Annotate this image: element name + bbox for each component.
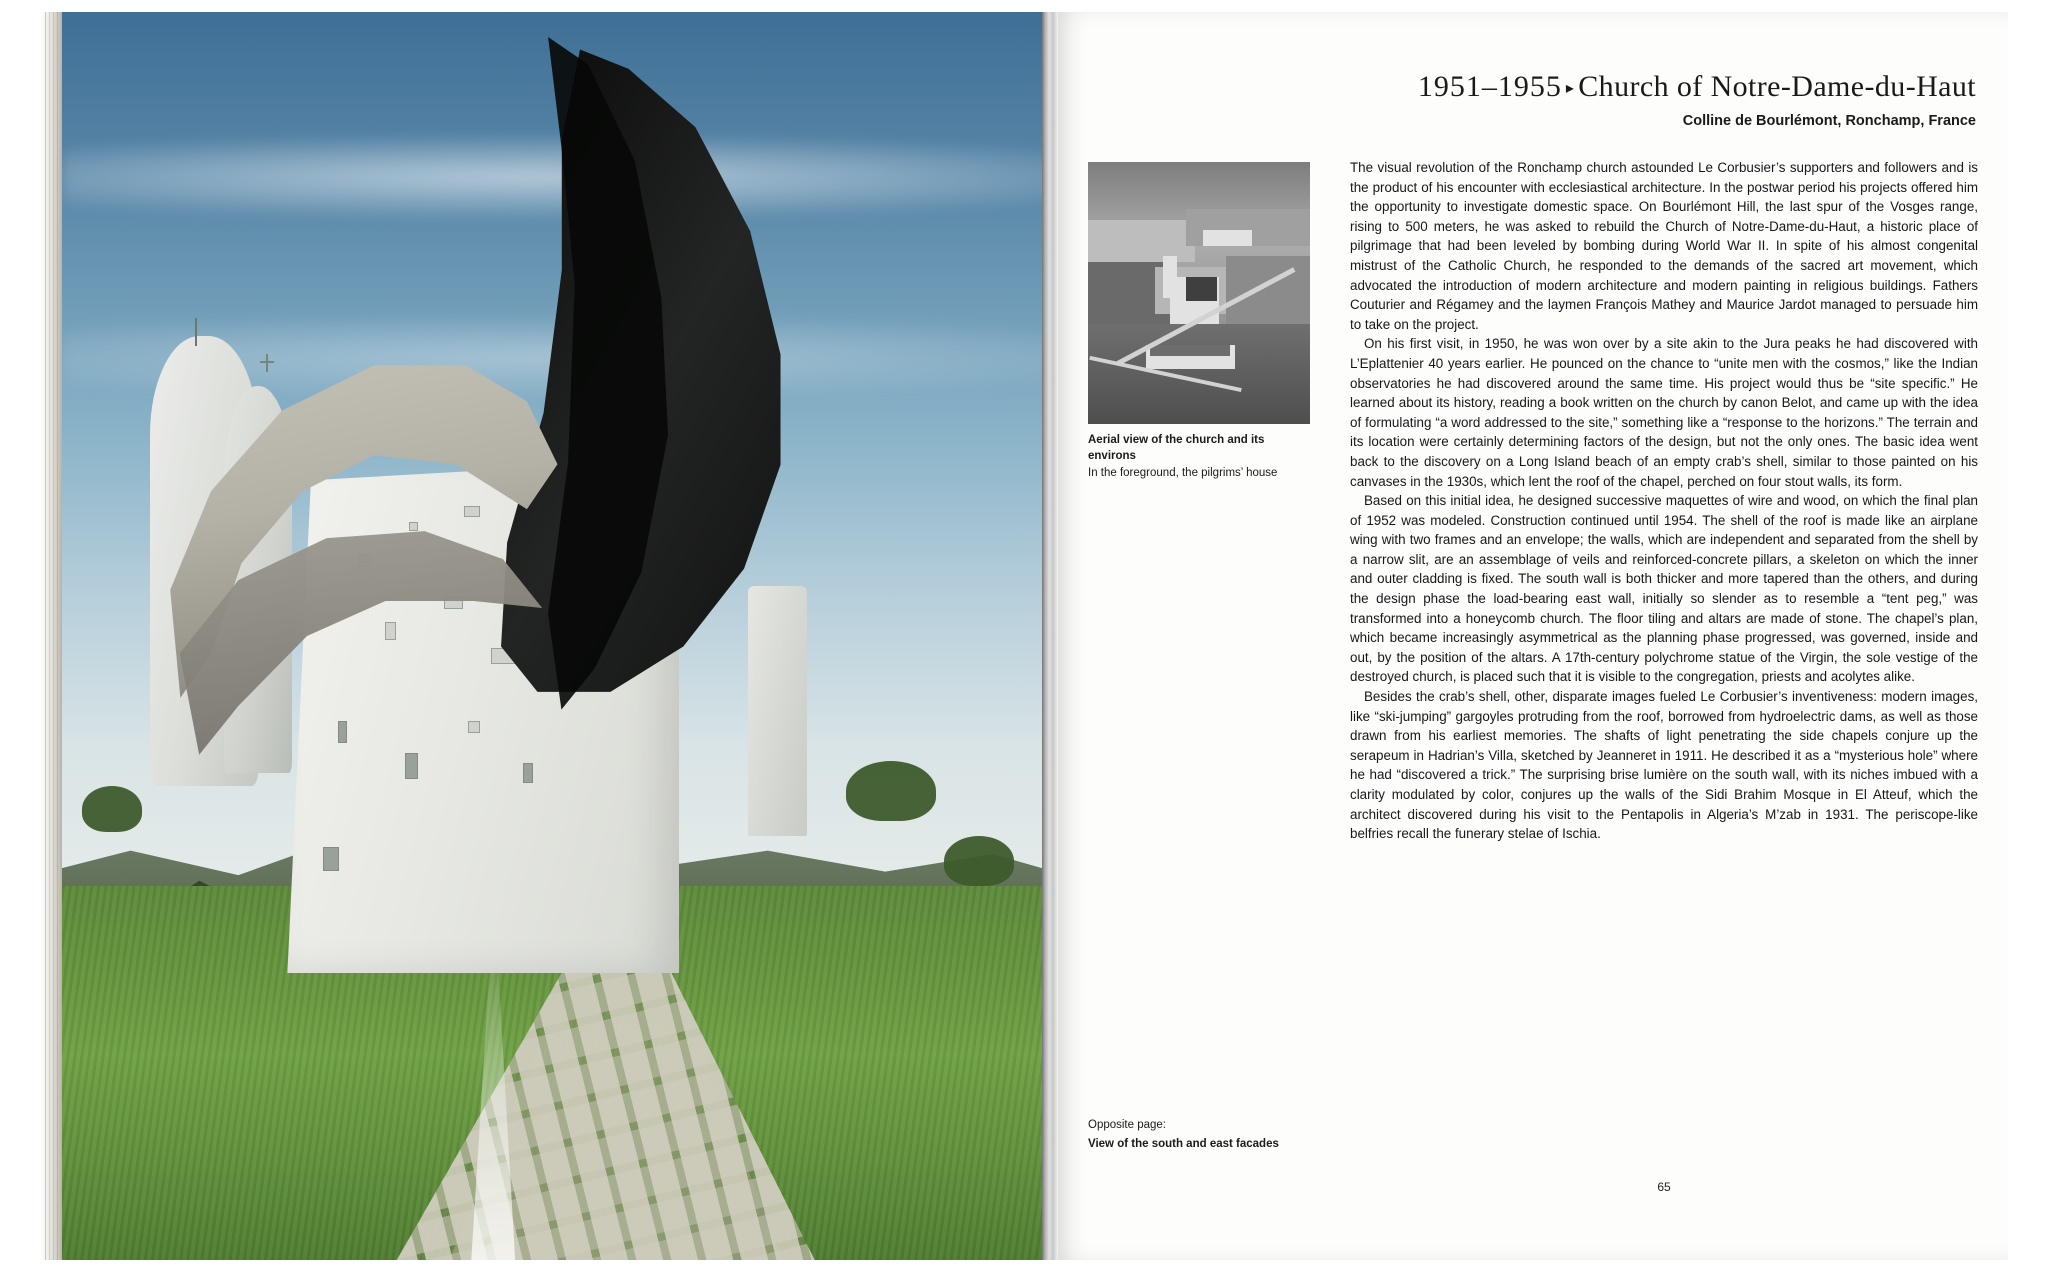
cloud-band: [62, 132, 1042, 222]
opposite-page-text: View of the south and east facades: [1088, 1137, 1279, 1150]
opposite-page-caption: [1088, 1117, 1318, 1152]
right-page: [1058, 12, 2008, 1260]
figure-caption: In the foreground, the pilgrims’ house: [1088, 467, 1278, 480]
cross-icon: [260, 361, 274, 363]
shrub: [944, 836, 1014, 886]
page-edge-stack: [40, 12, 62, 1260]
page-subtitle: Colline de Bourlémont, Ronchamp, France: [1682, 113, 1976, 129]
paragraph: Besides the crab’s shell, other, disparate images fueled Le Corbusier’s inventiveness: modern images, like “ski-jumping” gargoyles protruding from the roof, borrowed from hydroelectric dams, as well as those drawn from his earliest memories. The shafts of light penetrating the side chapels conjure up the serapeum in Hadrian’s Villa, sketched by Jeanneret in 1911. He described it as a “mysterious hole” where he had “discovered a trick.” The surprising brise lumière on the south wall, with its niches imbued with a clarity modulated by color, conjures up the walls of the Sidi Brahim Mosque in El Atteuf, which the architect discovered during his visit to the Pentapolis in Algeria’s M’zab in 1931. The periscope-like belfries recall the funerary stelae of Ischia.: [1350, 689, 1978, 842]
paragraph: The visual revolution of the Ronchamp church astounded Le Corbusier’s supporters and followers and is the product of his encounter with ecclesiastical architecture. In the postwar period his projects offered him the opportunity to investigate domestic space. On Bourlémont Hill, the last spur of the Vosges range, rising to 500 meters, he was asked to rebuild the Church of Notre-Dame-du-Haut, a historic place of pilgrimage that had been leveled by bombing during World War II. In spite of his almost congenital mistrust of the Catholic Church, he responded to the demands of the sacred art movement, which advocated the introduction of modern architecture and modern painting in religious buildings. Fathers Couturier and Régamey and the laymen François Mathey and Maurice Jardot managed to persuade him to take on the project.: [1350, 160, 1978, 332]
page-title: [1356, 70, 1976, 104]
book-gutter: [1042, 12, 1058, 1260]
title-separator-icon: ▸: [1565, 80, 1575, 97]
title-years: 1951–1955: [1417, 70, 1562, 103]
opposite-page-label: Opposite page:: [1088, 1118, 1167, 1131]
body-text: [1350, 158, 1978, 844]
paragraph: Based on this initial idea, he designed successive maquettes of wire and wood, on which the final plan of 1952 was modeled. Construction continued until 1954. The shell of the roof is made like an airplane wing with two frames and an envelope; the walls, which are independent and separated from the shell by a narrow slit, are an assemblage of veils and reinforced-concrete pillars, a skeleton on which the inner and outer cladding is fixed. The south wall is both thicker and more tapered than the others, and during the design phase the load-bearing east wall, initially so slender as to resemble a “tent peg,” was transformed into a honeycomb church. The floor tiling and altars are made of stone. The chapel’s plan, which became increasingly asymmetrical as the planning phase progressed, was governed, inside and out, by the position of the altars. A 17th-century polychrome statue of the Virgin, the sole vestige of the destroyed church, is placed such that it is visible to the congregation, priests and acolytes alike.: [1350, 493, 1978, 685]
figure-caption-bold: Aerial view of the church and its environs: [1088, 434, 1265, 462]
paragraph: On his first visit, in 1950, he was won over by a site akin to the Jura peaks he had discovered with L’Eplattenier 40 years earlier. He pounced on the chance to “unite men with the cosmos,” like the Indian observatories he had discovered around the same time. His project would thus be “site specific.” He learned about its history, reading a book written on the church by canon Belot, and came up with the idea of formulating “a word addressed to the site,” something like a “response to the horizons.” The terrain and its location were certainly determining factors of the design, but not the only ones. The basic idea went back to the discovery on a Long Island beach of an empty crab’s shell, similar to those painted on his canvases in the 1930s, which lent the roof of the chapel, perched on four stout walls, its form.: [1350, 336, 1978, 489]
stair-tower: [748, 586, 807, 836]
chapel-photograph: [62, 12, 1042, 1260]
page-header: [1356, 70, 1976, 129]
title-text: Church of Notre-Dame-du-Haut: [1578, 70, 1976, 103]
aerial-photo: [1088, 162, 1310, 424]
antenna: [195, 318, 197, 346]
figure-aerial-view: [1088, 162, 1310, 482]
page-number: 65: [1657, 1180, 1671, 1194]
shrub: [82, 786, 142, 832]
left-page: [40, 12, 1042, 1260]
shrub: [846, 761, 936, 821]
page-wrap: [40, 12, 2008, 1260]
